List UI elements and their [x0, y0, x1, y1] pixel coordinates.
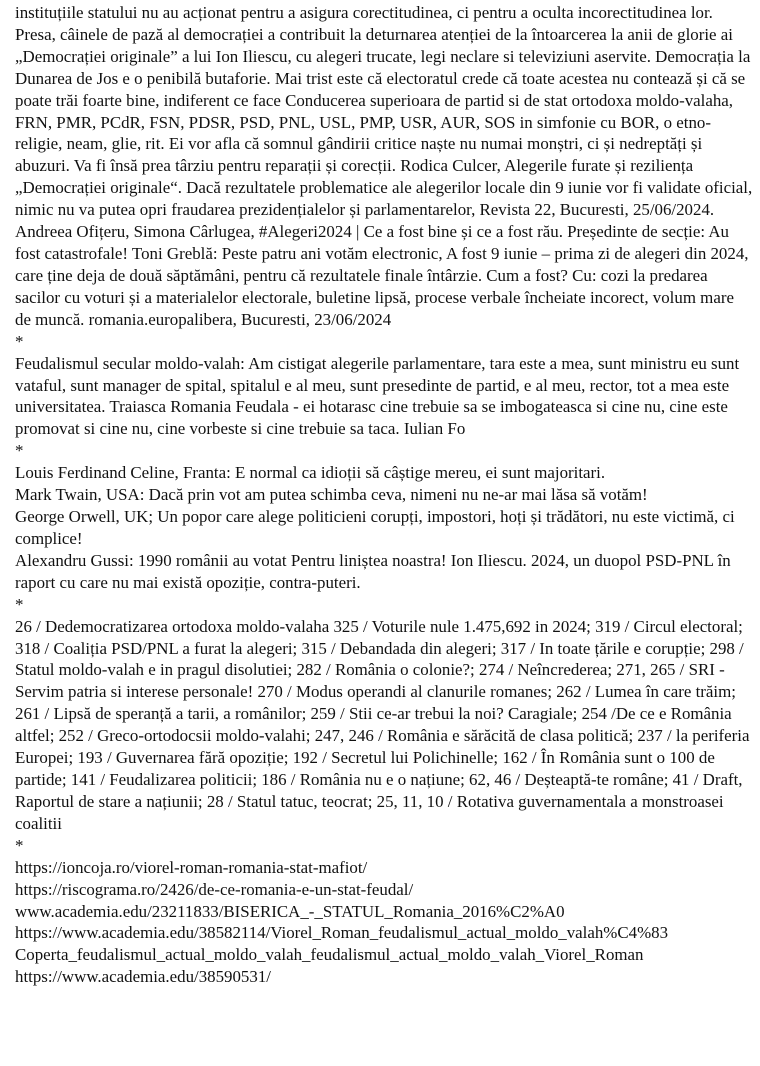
- section-separator: *: [15, 835, 24, 855]
- article-paragraph-feudalism: Feudalismul secular moldo-valah: Am cistigat alegerile parlamentare, tara este a mea, sunt ministru eu sunt vataful, sunt manager de spital, spitalul e al meu, sunt presedinte de partid, e al meu, rector, tot a mea este universitatea. Traiasca Romania Feudala - ei hotarasc cine trebuie sa se imbogateasca si cine nu, cine este promovat si cine nu, cine vorbeste si cine trebuie sa taca. Iulian Fo: [15, 353, 740, 439]
- section-separator: *: [15, 594, 24, 614]
- link-academia-biserica[interactable]: www.academia.edu/23211833/BISERICA_-_STATUL_Romania_2016%C2%A0: [15, 901, 565, 921]
- article-paragraph-elections: instituțiile statului nu au acționat pentru a asigura corectitudinea, ci pentru a oculta incorectitudinea lor. Presa, câinele de pază al democrației a contribuit la deturnarea atenției de la întoarcerea la anii de glorie ai „Democrației originale” a lui Ion Iliescu, cu alegeri trucate, legi neclare si televiziuni aservite. Democrația la Dunarea de Jos e o penibilă butaforie. Mai trist este că electoratul crede că toate acestea nu contează și că se poate trăi foarte bine, indiferent ce face Conducerea superioara de partid si de stat ortodoxa moldo-valaha, FRN, PMR, PCdR, FSN, PDSR, PSD, PNL, USL, PMP, USR, AUR, SOS in simfonie cu BOR, o etno-religie, neam, glie, rit. Ei vor afla că somnul gândirii critice naște nu numai monștri, ci și nedreptăți și abuzuri. Va fi însă prea târziu pentru reparații și corecții. Rodica Culcer, Alegerile furate și reziliența „Democrației originale“. Dacă rezultatele problematice ale alegerilor locale din 9 iunie vor fi validate oficial, nimic nu va putea opri fraudarea prezidențialelor și parlamentarelor, Revista 22, Bucuresti, 25/06/2024. Andreea Ofițeru, Simona Cârlugea, #Alegeri2024 | Ce a fost bine și ce a fost rău. Președinte de secție: Au fost catastrofale! Toni Greblă: Peste patru ani votăm electronic, A fost 9 iunie – prima zi de alegeri din 2024, care ține deja de două săptămâni, pentru că rezultatele finale întârzie. Cum a fost? Cu: cozi la predarea sacilor cu voturi și a materialelor electorale, buletine lipsă, procese verbale încheiate incorect, volum mare de muncă. romania.europalibera, Bucuresti, 23/06/2024: [15, 3, 753, 329]
- section-separator: *: [15, 331, 24, 351]
- document-page: [15, 2, 753, 988]
- quote-twain: Mark Twain, USA: Dacă prin vot am putea schimba ceva, nimeni nu ne-ar mai lăsa să votăm!: [15, 485, 648, 505]
- article-index-list: 26 / Dedemocratizarea ortodoxa moldo-valaha 325 / Voturile nule 1.475,692 in 2024; 319 / Circul electoral; 318 / Coaliția PSD/PNL a furat la alegeri; 315 / Debandada din alegeri; 317 / In toate țările e corupție; 298 / Statul moldo-valah e in pragul disolutiei; 282 / România o colonie?; 274 / Neîncrederea; 271, 265 / SRI - Servim patria si interese personale! 270 / Modus operandi al clanurile romanes; 262 / Lumea în care trăim; 261 / Lipsă de speranță a tarii, a românilor; 259 / Stii ce-ar trebui la noi? Caragiale; 254 /De ce e România altfel; 252 / Greco-ortodocsii moldo-valahi; 247, 246 / România e sărăcită de clasa politică; 237 / la periferia Europei; 193 / Guvernarea fără opoziție; 192 / Secretul lui Polichinelle; 162 / În România sunt o 100 de partide; 141 / Feudalizarea politicii; 186 / România nu e o națiune; 62, 46 / Deșteaptă-te române; 41 / Draft, Raportul de stare a națiunii; 28 / Statul tatuc, teocrat; 25, 11, 10 / Rotativa guvernamentala a monstroasei coalitii: [15, 616, 750, 833]
- section-separator: *: [15, 441, 24, 461]
- link-coperta-feudalismul[interactable]: Coperta_feudalismul_actual_moldo_valah_feudalismul_actual_moldo_valah_Viorel_Roman: [15, 945, 644, 965]
- quote-orwell: George Orwell, UK; Un popor care alege politicieni corupți, impostori, hoți și trădători, nu este victimă, ci complice!: [15, 507, 735, 548]
- link-ioncoja[interactable]: https://ioncoja.ro/viorel-roman-romania-stat-mafiot/: [15, 857, 368, 877]
- link-riscograma[interactable]: https://riscograma.ro/2426/de-ce-romania-e-un-stat-feudal/: [15, 879, 414, 899]
- link-academia-feudalismul[interactable]: https://www.academia.edu/38582114/Viorel_Roman_feudalismul_actual_moldo_valah%C4%83: [15, 923, 669, 943]
- link-academia-38590531[interactable]: https://www.academia.edu/38590531/: [15, 967, 271, 987]
- quote-celine: Louis Ferdinand Celine, Franta: E normal ca idioții să câștige mereu, ei sunt majoritari.: [15, 463, 606, 483]
- quote-gussi: Alexandru Gussi: 1990 românii au votat Pentru liniștea noastra! Ion Iliescu. 2024, un duopol PSD-PNL în raport cu care nu mai există opoziție, contra-puteri.: [15, 550, 731, 592]
